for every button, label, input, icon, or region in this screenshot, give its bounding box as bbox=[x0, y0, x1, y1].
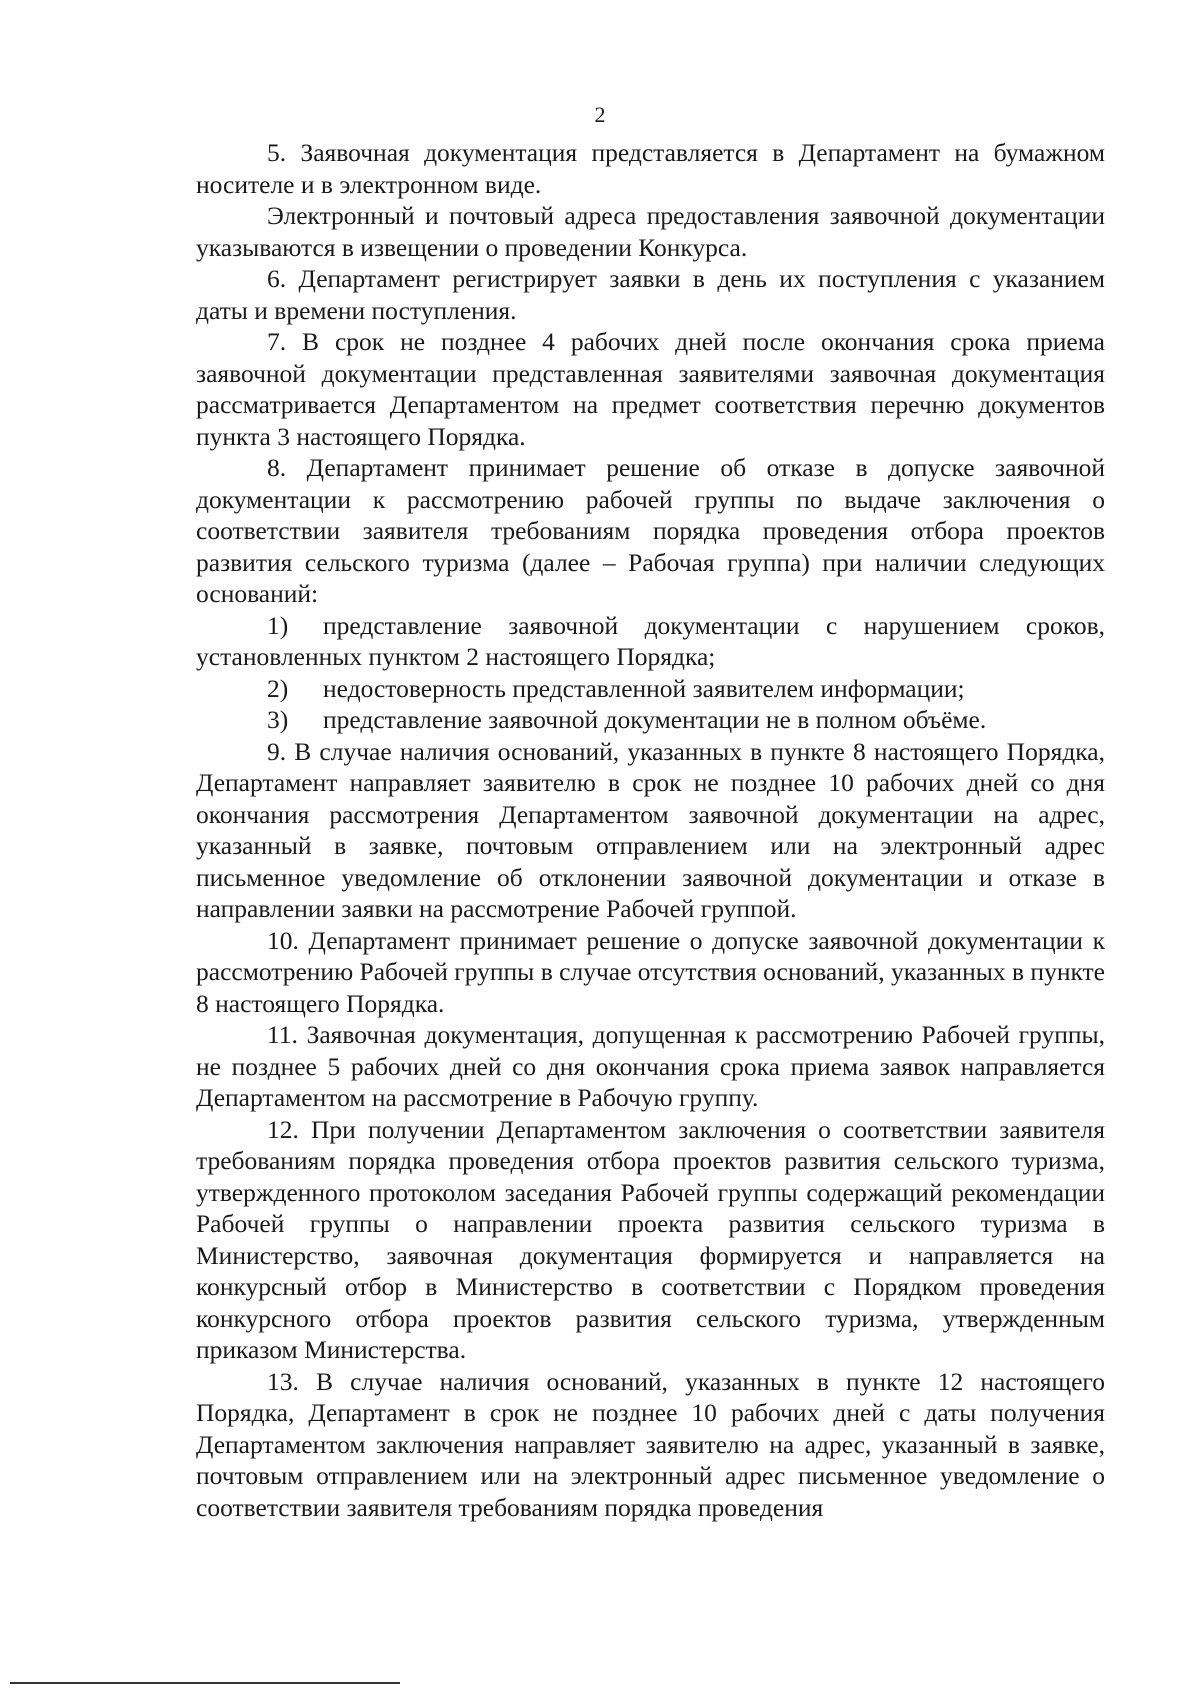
list-item bbox=[196, 673, 1105, 705]
list-item-number: 3) bbox=[267, 705, 289, 734]
paragraph-9: 9. В случае наличия оснований, указанных в пункте 8 настоящего Порядка, Департамент направляет заявителю в срок не позднее 10 рабочих дней со дня окончания рассмотрения Департаментом заявочной документации на адрес, указанный в заявке, почтовым отправлением или на электронный адрес письменное уведомление об отклонении заявочной документации и отказе в направлении заявки на рассмотрение Рабочей группой. bbox=[196, 736, 1105, 923]
paragraph-6: 6. Департамент регистрирует заявки в день их поступления с указанием даты и времени поступления. bbox=[196, 264, 1105, 325]
paragraph-13: 13. В случае наличия оснований, указанных в пункте 12 настоящего Порядка, Департамент в срок не позднее 10 рабочих дней с даты получения Департаментом заключения направляет заявителю на адрес, указанный в заявке, почтовым отправлением или на электронный адрес письменное уведомление о соответствии заявителя требованиям порядка проведения bbox=[196, 1366, 1105, 1522]
list-item-text: представление заявочной документации с нарушением сроков, установленных пунктом 2 настоящего Порядка; bbox=[196, 610, 1105, 671]
paragraph-5: 5. Заявочная документация представляется в Департамент на бумажном носителе и в электронном виде. bbox=[196, 138, 1105, 199]
paragraph-12: 12. При получении Департаментом заключения о соответствии заявителя требованиям порядка проведения отбора проектов развития сельского туризма, утвержденного протоколом заседания Рабочей группы содержащий рекомендации Рабочей группы о направлении проекта развития сельского туризма в Министерство, заявочная документация формируется и направляется на конкурсный отбор в Министерство в соответствии с Порядком проведения конкурсного отбора проектов развития сельского туризма, утвержденным приказом Министерства. bbox=[196, 1114, 1105, 1364]
paragraph-8: 8. Департамент принимает решение об отказе в допуске заявочной документации к рассмотрению рабочей группы по выдаче заключения о соответствии заявителя требованиям порядка проведения отбора проектов развития сельского туризма (далее – Рабочая группа) при наличии следующих оснований: bbox=[196, 453, 1105, 608]
footer-rule bbox=[10, 1682, 400, 1684]
paragraph-5-addresses: Электронный и почтовый адреса предоставления заявочной документации указываются в извещении о проведении Конкурса. bbox=[196, 201, 1105, 262]
document-body bbox=[196, 137, 1105, 1523]
list-item bbox=[196, 704, 1105, 736]
paragraph-10: 10. Департамент принимает решение о допуске заявочной документации к рассмотрению Рабочей группы в случае отсутствия оснований, указанных в пункте 8 настоящего Порядка. bbox=[196, 925, 1105, 1018]
paragraph-11: 11. Заявочная документация, допущенная к рассмотрению Рабочей группы, не позднее 5 рабочих дней со дня окончания срока приема заявок направляется Департаментом на рассмотрение в Рабочую группу. bbox=[196, 1020, 1105, 1112]
list-item-number: 1) bbox=[267, 610, 289, 640]
paragraph-7: 7. В срок не позднее 4 рабочих дней после окончания срока приема заявочной документации представленная заявителями заявочная документация рассматривается Департаментом на предмет соответствия перечню документов пункта 3 настоящего Порядка. bbox=[196, 327, 1105, 451]
page-number: 2 bbox=[594, 102, 606, 127]
list-item bbox=[196, 610, 1105, 673]
list-item-text: недостоверность представленной заявителем информации; bbox=[323, 673, 965, 703]
list-item-number: 2) bbox=[267, 673, 289, 703]
list-item-text: представление заявочной документации не в полном объёме. bbox=[323, 705, 987, 734]
